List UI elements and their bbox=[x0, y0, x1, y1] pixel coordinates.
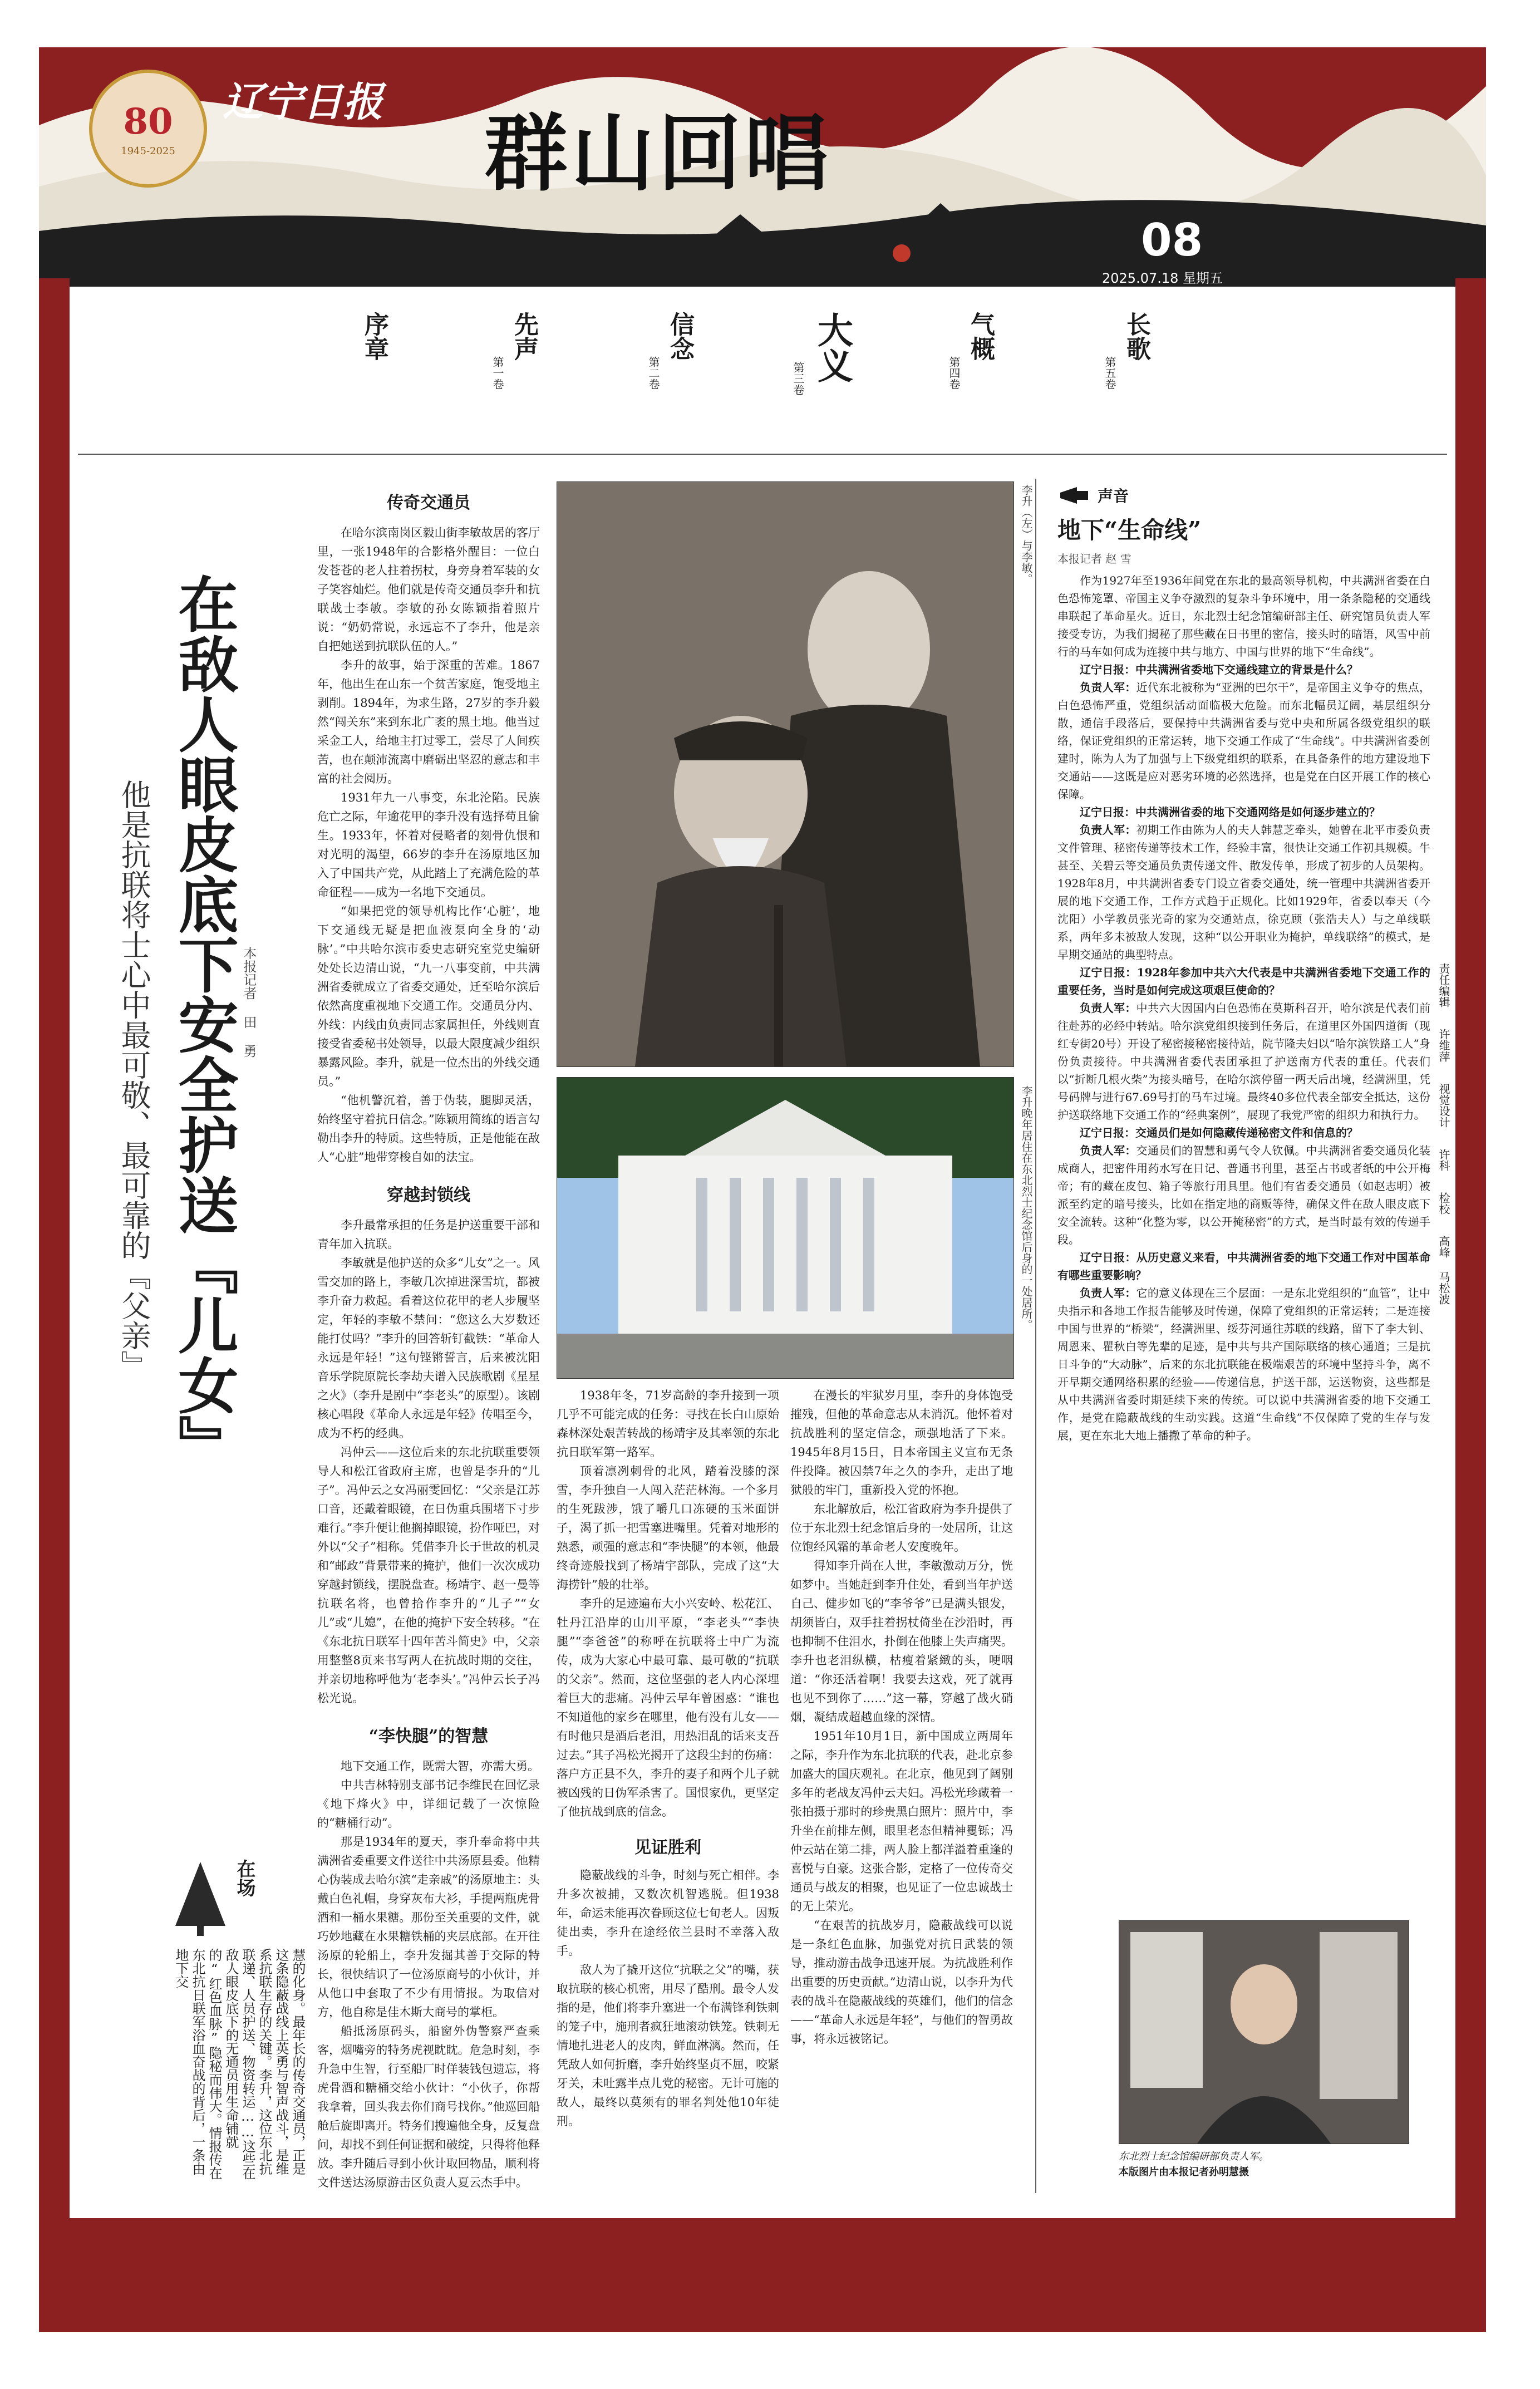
paragraph: 顶着凛冽刺骨的北风，踏着没膝的深雪，李升独自一人闯入茫茫林海。一个多月的生死跋涉，饿了嚼几口冻硬的玉米面饼子，渴了抓一把雪塞进嘴里。凭着对地形的熟悉，顽强的意志和“李快腿”的本领，他最终奇迹般找到了杨靖宇部队，完成了这“大海捞针”般的壮举。 bbox=[557, 1464, 779, 1591]
credit-label: 检校 bbox=[1437, 1192, 1450, 1215]
photo-interviewee bbox=[1119, 1920, 1409, 2144]
chapter-5 bbox=[1102, 312, 1154, 423]
interview-column bbox=[1057, 484, 1430, 1597]
photo-caption: 李升晚年居住在东北烈士纪念馆后身的一处居所。 bbox=[1020, 1085, 1033, 1330]
person-illustration bbox=[1119, 1921, 1409, 2144]
a-label: 负责人军： bbox=[1080, 1286, 1136, 1300]
q-label: 辽宁日报： bbox=[1080, 663, 1135, 676]
interview-body bbox=[1057, 572, 1430, 1444]
chapter-label: 大义 bbox=[811, 312, 853, 383]
byline: 本报记者 田 勇 bbox=[241, 946, 257, 1058]
paragraph: 东北解放后，松江省政府为李升提供了位于东北烈士纪念馆后身的一处居所，让这位饱经风霜的革命老人安度晚年。 bbox=[790, 1502, 1013, 1554]
section-title: 传奇交通员 bbox=[387, 493, 470, 513]
paragraph: 冯仲云——这位后来的东北抗联重要领导人和松江省政府主席，也曾是李升的“儿子”。冯仲云之女冯丽雯回忆：“父亲是江苏口音，还戴着眼镜，在日伪重兵围堵下寸步难行。”李升便让他搁掉眼镜，扮作哑巴，对外以“父子”相称。凭借李升长于世故的机灵和“邮政”背景带来的掩护，他们一次次成功穿越封锁线，摆脱盘查。杨靖宇、赵一曼等抗联名将，也曾拾作李升的“儿子”“女儿”或“儿媳”，在他的掩护下安全转移。“在《东北抗日联军十四年苦斗简史》中，父亲用整整8页来书写两人在抗战时期的交往，并亲切地称呼他为‘老李头’。”冯仲云长子冯松光说。 bbox=[317, 1446, 540, 1705]
tree-icon bbox=[173, 1859, 228, 1937]
question: 中共满洲省委地下交通线建立的背景是什么？ bbox=[1135, 663, 1358, 676]
paragraph: 敌人为了撬开这位“抗联之父”的嘴，获取抗联的核心机密，用尽了酷刑。最令人发指的是，他们将李升塞进一个布满锋利铁刺的笼子中，施刑者疯狂地滚动铁笼。铁刺无情地扎进老人的皮肉，鲜血淋漓。然而，任凭敌人如何折磨，李升始终坚贞不屈，咬紧牙关，未吐露半点儿党的秘密。无计可施的敌人，最终以莫须有的罪名判处他10年徒刑。 bbox=[557, 1963, 779, 2128]
answer: 中共六大因国内白色恐怖在莫斯科召开，哈尔滨是代表们前往赴苏的必经中转站。哈尔滨党组织接到任务后，在道里区外国四道街（现红专街20号）开设了秘密接秘密接待站，院节隆夫妇以“哈尔滨铁路工人”身份负责接待。中共满洲省委代表团承担了护送南方代表的重任。代表们以“折断几根火柴”为接头暗号，在哈尔滨停留一两天后出境，经满洲里，凭号码牌与进行67.69号打的马车过境。最终40多位代表全部安全抵达，这份护送联络地下交通工作的“经典案例”，展现了我党严密的组织力和执行力。 bbox=[1057, 1001, 1430, 1122]
interview-byline: 本报记者 赵 雪 bbox=[1057, 552, 1131, 566]
paragraph: 李升最常承担的任务是护送重要干部和青年加入抗联。 bbox=[317, 1218, 540, 1251]
paragraph: 在哈尔滨南岗区毅山街李敏故居的客厅里，一张1948年的合影格外醒目：一位白发苍苍的老人拄着拐杖，身旁身着军装的女子笑容灿烂。他们就是传奇交通员李升和抗联战士李敏。李敏的孙女陈颖指着照片说：“奶奶常说，永远忘不了李升，他是亲自把她送到抗联队伍的人。” bbox=[317, 526, 540, 653]
photo-caption: 李升（左）与李敏。 bbox=[1020, 484, 1033, 584]
answer: 初期工作由陈为人的夫人韩慧芝牵头，她曾在北平市委负责文件管理、秘密传递等技术工作，经验丰富，很快让交通工作初具规模。牛甚至、关碧云等交通员负责传递文件、散发传单，形成了初步的人员架构。1928年8月，中共满洲省委专门设立省委交通处，统一管理中共满洲省委开展的地下交通工作，工作方式趋于正规化。比如1929年，省委以奉天（今沈阳）小学教员张光奇的家为交通站点，徐克顾（张浩夫人）与之单线联系，两年多未被敌人发现，这种“以公开职业为掩护，单线联络”的模式，是早期交通站的典型特点。 bbox=[1057, 823, 1430, 961]
credits-text bbox=[1436, 963, 1452, 1305]
anniversary-logo bbox=[89, 70, 207, 188]
credit-value: 高峰 马松波 bbox=[1437, 1236, 1450, 1305]
photo-caption: 东北烈士纪念馆编研部负责人军。 bbox=[1119, 2151, 1269, 2162]
chapter-label: 长歌 bbox=[1122, 312, 1150, 361]
column-divider bbox=[1035, 479, 1036, 2193]
weekday-text: 星期五 bbox=[1183, 271, 1223, 286]
q-label: 辽宁日报： bbox=[1080, 1126, 1135, 1139]
scene-label: 在场 bbox=[233, 1859, 255, 1897]
logo-number: 80 bbox=[123, 101, 173, 142]
paragraph: 1931年九一八事变，东北沦陷。民族危亡之际，年逾花甲的李升没有选择苟且偷生。1933年，怀着对侵略者的刻骨仇恨和对光明的渴望，66岁的李升在汤原地区加入了中国共产党，从此踏上了充满危险的革命征程——成为一名地下交通员。 bbox=[317, 791, 540, 899]
chapter-label: 先声 bbox=[510, 312, 538, 361]
article-column-a bbox=[317, 484, 540, 2199]
paragraph: 李敏就是他护送的众多“儿女”之一。风雪交加的路上，李敏几次掉进深雪坑，都被李升奋力救起。看着这位花甲的老人步履坚定，年轻的李敏不禁问：“您这么大岁数还能打仗吗？”李升的回答斩钉截铁：“革命人永远是年轻！”这句铿锵誓言，后来被沈阳音乐学院原院长李劫夫谱入民族歌剧《星星之火》（李升是剧中“李老头”的原型）。该剧核心唱段《革命人永远是年轻》传唱至今，成为不朽的经典。 bbox=[317, 1256, 540, 1440]
a-label: 负责人军： bbox=[1080, 1001, 1136, 1015]
chapter-3-current bbox=[790, 312, 858, 429]
paragraph: 船抵汤原码头，船窗外伪警察严查乘客，烟嘴旁的特务虎视眈眈。危急时刻，李升急中生智，行至船厂时佯装钱包遗忘，将虎骨酒和糖桶交给小伙计：“小伙子，你帮我拿着，回头我去你们商号找你。”他巡回船舱后旋即离开。特务们搜遍他全身，反复盘问，却找不到任何证据和破绽，只得将他释放。李升随后寻到小伙计取回物品，顺利将文件送达汤原游击区负责人夏云杰手中。 bbox=[317, 2024, 540, 2189]
article-column-c bbox=[790, 1386, 1013, 2193]
chapter-1 bbox=[490, 312, 542, 423]
answer: 近代东北被称为“亚洲的巴尔干”，是帝国主义争夺的焦点，白色恐怖严重，党组织活动面临极大危险。而东北幅员辽阔，基层组织分散，通信手段落后，要保持中共满洲省委与党中央和所属各级党组织的联络，保证党组织的正常运转，地下交通工作成了“生命线”。中共满洲省委创建时，陈为人为了加强与上下级党组织的联系，在具备条件的地方建设地下交通站——这既是应对恶劣环境的必然选择，也是党在白区开展工作的核心保障。 bbox=[1057, 681, 1430, 801]
credit-label: 视觉设计 bbox=[1437, 1083, 1450, 1128]
credit-label: 责任编辑 bbox=[1437, 963, 1450, 1007]
voice-badge bbox=[1057, 484, 1430, 507]
photo-li-sheng-and-li-min bbox=[557, 481, 1014, 1067]
q-label: 辽宁日报： bbox=[1080, 966, 1137, 979]
section-body bbox=[790, 1386, 1013, 2048]
divider bbox=[78, 454, 1447, 455]
question: 1928年参加中共六大代表是中共满洲省委地下交通工作的重要任务，当时是如何完成这项艰巨使命的？ bbox=[1057, 966, 1430, 997]
chapter-vol: 第五卷 bbox=[1103, 356, 1116, 390]
chapter-0 bbox=[356, 312, 392, 423]
question: 交通员们是如何隐藏传递秘密文件和信息的？ bbox=[1135, 1126, 1358, 1139]
interview-title: 地下“生命线” bbox=[1057, 517, 1202, 544]
section-body bbox=[317, 1757, 540, 2192]
megaphone-icon bbox=[1057, 484, 1091, 507]
masthead-banner bbox=[39, 47, 1486, 287]
paragraph: 1951年10月1日，新中国成立两周年之际，李升作为东北抗联的代表，赴北京参加盛大的国庆观礼。在北京，他见到了阔别多年的老战友冯仲云夫妇。冯松光珍藏着一张拍摄于那时的珍贵黑白照片：照片中，李升坐在前排左侧，眼里老态但精神矍铄；冯仲云站在第二排，两人脸上都洋溢着重逢的喜悦与自豪。这张合影，定格了一位传奇交通员与战友的相聚，也见证了一位忠诚战士的无上荣光。 bbox=[790, 1729, 1013, 1913]
chapter-vol: 第四卷 bbox=[947, 356, 961, 390]
paragraph: 地下交通工作，既需大智，亦需大勇。 bbox=[341, 1759, 539, 1773]
question: 中共满洲省委的地下交通网络是如何逐步建立的？ bbox=[1135, 805, 1380, 819]
q-label: 辽宁日报： bbox=[1080, 805, 1135, 819]
credit-value: 许科 bbox=[1437, 1149, 1450, 1171]
paragraph: 李升的故事，始于深重的苦难。1867年，他出生在山东一个贫苦家庭，饱受地主剥削。1894年，为求生路，27岁的李升毅然“闯关东”来到东北广袤的黑土地。他当过采金工人，给地主打过零工，尝尽了人间疾苦，也在颠沛流离中磨砺出坚忍的意志和丰富的社会阅历。 bbox=[317, 658, 540, 785]
a-label: 负责人军： bbox=[1080, 1144, 1136, 1157]
logo-years: 1945-2025 bbox=[121, 145, 175, 157]
section-title: 穿越封锁线 bbox=[387, 1186, 470, 1205]
section-title: “李快腿”的智慧 bbox=[368, 1727, 489, 1746]
paragraph: 得知李升尚在人世，李敏激动万分，恍如梦中。当她赶到李升住处，看到当年护送自己、健步如飞的“李爷爷”已是满头银发，胡须皆白，双手拄着拐杖倚坐在沙沿时，再也抑制不住泪水，扑倒在他膝上失声痛哭。李升也老泪纵横，枯瘦着紧緻的头，哽咽道：“你还活着啊！我要去这戏，死了就再也见不到你了……”这一幕，穿越了战火硝烟，凝结成超越血缘的深情。 bbox=[790, 1559, 1013, 1724]
chapter-label: 信念 bbox=[666, 312, 694, 361]
paragraph: 1938年冬，71岁高龄的李升接到一项几乎不可能完成的任务：寻找在长白山原始森林深处艰苦转战的杨靖宇及其率领的东北抗日联军第一路军。 bbox=[557, 1389, 779, 1459]
page-number: 08 bbox=[1141, 214, 1203, 266]
credit-value: 许维萍 bbox=[1437, 1029, 1450, 1062]
photo-credit: 本版图片由本报记者孙明慧摄 bbox=[1119, 2166, 1249, 2178]
credits-block bbox=[1436, 963, 1453, 1497]
chapter-vol: 第一卷 bbox=[491, 356, 504, 390]
article-column-b bbox=[557, 1386, 779, 2193]
frame-left bbox=[39, 278, 70, 2238]
section-body bbox=[317, 523, 540, 1167]
paragraph: 中共吉林特别支部书记李维民在回忆录《地下烽火》中，详细记载了一次惊险的“糖桶行动”。 bbox=[317, 1778, 540, 1830]
paragraph: 隐蔽战线的斗争，时刻与死亡相伴。李升多次被捕，又数次机智逃脱。但1938年，命运未能再次眷顾这位七旬老人。因叛徒出卖，李升在途经依兰县时不幸落入敌手。 bbox=[557, 1869, 779, 1958]
intro-paragraph: 作为1927年至1936年间党在东北的最高领导机构，中共满洲省委在白色恐怖笼罩、帝国主义争夺激烈的复杂斗争环境中，用一条条隐秘的交通线串联起了革命星火。近日，东北烈士纪念馆编研部主任、研究馆员负责人军接受专访，为我们揭秘了那些藏在日书里的密信，接头时的暗语，风雪中前行的马车如何成为连接中共与地方、中国与世界的地下“生命线”。 bbox=[1057, 574, 1430, 658]
question: 从历史意义来看，中共满洲省委的地下交通工作对中国革命有哪些重要影响？ bbox=[1057, 1251, 1430, 1282]
a-label: 负责人军： bbox=[1080, 681, 1136, 694]
headline: 在敌人眼皮底下安全护送『儿女』 bbox=[168, 573, 238, 1475]
issue-date bbox=[1102, 267, 1223, 287]
section-body bbox=[317, 1216, 540, 1708]
q-label: 辽宁日报： bbox=[1080, 1251, 1136, 1264]
building-illustration bbox=[557, 1078, 1013, 1378]
photo-residence bbox=[557, 1077, 1014, 1379]
a-label: 负责人军： bbox=[1080, 823, 1136, 837]
subheadline: 他是抗联将士心中最可敬、最可靠的『父亲』 bbox=[116, 779, 151, 1380]
scene-box bbox=[161, 1859, 312, 2193]
paragraph: “他机警沉着，善于伪装，腿脚灵活，始终坚守着抗日信念。”陈颖用简练的语言勾勒出李升的特质。这些特质，正是他能在敌人“心脏”地带穿梭自如的法宝。 bbox=[317, 1094, 540, 1164]
portrait-illustration bbox=[557, 482, 1013, 1066]
paragraph: “在艰苦的抗战岁月，隐蔽战线可以说是一条红色血脉，加强党对抗日武装的领导，推动游击战争迅速开展。为抗战胜利作出重要的历史贡献。”边清山说，以李升为代表的战斗在隐蔽战线的英雄们，他们的信念——“革命人永远是年轻”，与他们的智勇故事，将永远被铭记。 bbox=[790, 1919, 1013, 2046]
chapter-label: 气概 bbox=[966, 312, 995, 361]
answer: 交通员们的智慧和勇气令人钦佩。中共满洲省委交通员化装成商人，把密件用药水写在日记、普通书刊里，甚至占书或者纸的中公开梅帝；有的藏在皮包、箱子等旅行用具里。他们有省委交通员（如赵志明）被派至约定的暗号接头，比如在指定地的商贩等待，确保文件在敌人眼皮底下安全流转。这种“化整为零，以公开掩秘密”的方式，是当时最有效的传递手段。 bbox=[1057, 1144, 1430, 1246]
answer: 它的意义体现在三个层面：一是东北党组织的“血管”，让中央指示和各地工作报告能够及时传递，保障了党组织的正常运转；二是连接中国与世界的“桥梁”，经满洲里、绥芬河通往苏联的线路，留下了李大钊、周恩来、瞿秋白等先辈的足迹，是中共与共产国际联络的核心通道；三是抗日斗争的“大动脉”，后来的东北抗联能在极端艰苦的环境中坚持斗争，离不开早期交通网络积累的经验——传递信息，护送干部，运送物资，这些都是从中共满洲省委时期延续下来的传统。可以说中共满洲省委的地下交通工作，是党在隐蔽战线的生动实践。这道“生命线”不仅保障了党的生存与发展，更在东北大地上播撒了革命的种子。 bbox=[1057, 1286, 1430, 1442]
newspaper-name: 辽宁日报 bbox=[223, 78, 383, 125]
section-body bbox=[557, 1386, 779, 1821]
chapter-nav bbox=[356, 312, 1224, 445]
paragraph: 李升的足迹遍布大小兴安岭、松花江、牡丹江沿岸的山川平原，“李老头”“李快腿”“李爸爸”的称呼在抗联将士中广为流传，成为大家心中最可靠、最可敬的“抗联的父亲”。然而，这位坚强的老人内心深埋着巨大的悲痛。冯仲云早年曾困惑：“谁也不知道他的家乡在哪里，他有没有儿女——有时他只是酒后老泪，用热泪乱的话来支吾过去。”其子冯松光揭开了这段尘封的伤痛：落户方正县不久，李升的妻子和两个儿子就被凶残的日伪军杀害了。国恨家仇，更坚定了他抗战到底的信念。 bbox=[557, 1597, 779, 1818]
scene-text: 慧的化身。最年长的传奇交通员，正是这条隐蔽战线上英勇与智声战斗，是维系抗联生存的关键。李升，这位东北抗联递、人员护送、物资转运……这些在敌人眼皮底下的无通员用生命铺就的“红色血脉”隐秘而伟大。情报传在东北抗日联军浴血奋战的背后，一条由地下交 bbox=[173, 1948, 306, 2180]
chapter-4 bbox=[946, 312, 998, 423]
section-title: 群山回唱 bbox=[484, 105, 832, 203]
chapter-vol: 第三卷 bbox=[791, 362, 805, 395]
paragraph: “如果把党的领导机构比作‘心脏’，地下交通线无疑是把血液泵向全身的‘动脉’。”中共哈尔滨市委史志研究室党史编研处处长边清山说，“九一八事变前，中共满洲省委就成立了省委交通处，迁至哈尔滨后依然高度重视地下交通工作。交通员分内、外线：内线由负责同志家属担任，外线则直接受省委秘书处领导，以最大限度减少组织暴露风险。李升，就是一位杰出的外线交通员。” bbox=[317, 905, 540, 1088]
chapter-label: 序章 bbox=[360, 312, 388, 361]
paragraph: 那是1934年的夏天，李升奉命将中共满洲省委重要文件送往中共汤原县委。他精心伪装成去哈尔滨“走亲戚”的汤原地主：头戴白色礼帽，身穿灰布大衫，手提两瓶虎骨酒和一桶水果糖。那份至关重要的文件，就巧妙地藏在水果糖铁桶的夹层底部。在开往汤原的轮船上，李升发掘其善于交际的特长，很快结识了一位汤原商号的小伙计，并从他口中套取了不少有用情报。为取信对方，他自称是佳木斯大商号的掌柜。 bbox=[317, 1835, 540, 2019]
section-body bbox=[557, 1866, 779, 2131]
paragraph: 在漫长的牢狱岁月里，李升的身体饱受摧残，但他的革命意志从未消沉。他怀着对抗战胜利的坚定信念，顽强地活了下来。1945年8月15日，日本帝国主义宣布无条件投降。被囚禁7年之久的李升，走出了地狱般的牢门，重新投入党的怀抱。 bbox=[790, 1389, 1013, 1497]
voice-label: 声音 bbox=[1098, 487, 1129, 505]
chapter-2 bbox=[646, 312, 697, 423]
chapter-vol: 第二卷 bbox=[647, 356, 660, 390]
frame-right bbox=[1455, 278, 1486, 2238]
date-text: 2025.07.18 bbox=[1102, 271, 1179, 286]
section-title: 见证胜利 bbox=[634, 1838, 701, 1857]
